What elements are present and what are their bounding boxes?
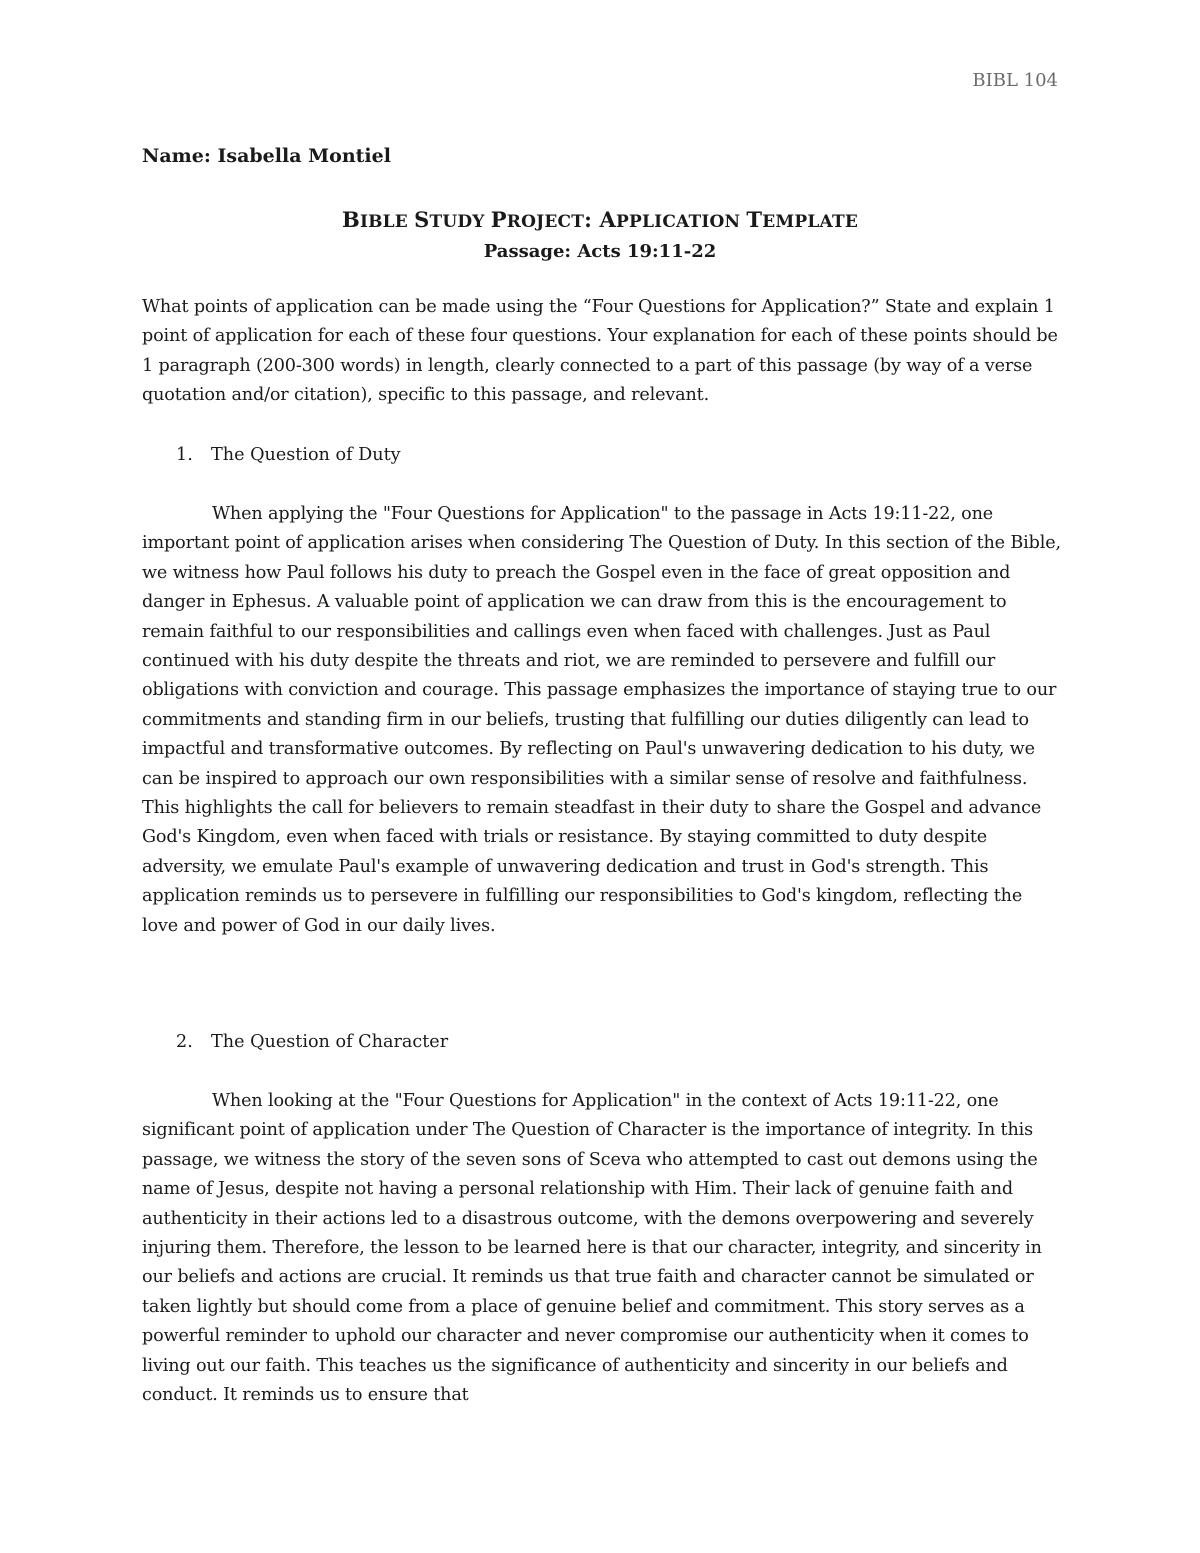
student-name-line: Name: Isabella Montiel — [142, 145, 391, 167]
title-block — [142, 205, 1058, 266]
document-title: BIBLE STUDY PROJECT: APPLICATION TEMPLATE — [341, 207, 858, 232]
question-heading-label: The Question of Duty — [211, 445, 401, 465]
course-code-header: BIBL 104 — [972, 70, 1058, 91]
answer-paragraph-character: When looking at the "Four Questions for Application" in the context of Acts 19:11-22, one significant point of application under The Question of Character is the importance of integrity. In this passage, we witness the story of the seven sons of Sceva who attempted to cast out demons using the name of Jesus, despite not having a personal relationship with Him. Their lack of genuine faith and authenticity in their actions led to a disastrous outcome, with the demons overpowering and severely injuring them. Therefore, the lesson to be learned here is that our character, integrity, and sincerity in our beliefs and actions are crucial. It reminds us that true faith and character cannot be simulated or taken lightly but should come from a place of genuine belief and commitment. This story serves as a powerful reminder to uphold our character and never compromise our authenticity when it comes to living out our faith. This teaches us the significance of authenticity and sincerity in our beliefs and conduct. It reminds us to ensure that — [142, 1091, 1042, 1406]
list-number: 2. — [176, 1032, 193, 1052]
answer-paragraph-duty: When applying the "Four Questions for Application" to the passage in Acts 19:11-22, one important point of application arises when considering The Question of Duty. In this section of the Bible, we witness how Paul follows his duty to preach the Gospel even in the face of great opposition and danger in Ephesus. A valuable point of application we can draw from this is the encouragement to remain faithful to our responsibilities and callings even when faced with challenges. Just as Paul continued with his duty despite the threats and riot, we are reminded to persevere and fulfill our obligations with conviction and courage. This passage emphasizes the importance of staying true to our commitments and standing firm in our beliefs, trusting that fulfilling our duties diligently can lead to impactful and transformative outcomes. By reflecting on Paul's unwavering dedication to his duty, we can be inspired to approach our own responsibilities with a similar sense of resolve and faithfulness. This highlights the call for believers to remain steadfast in their duty to share the Gospel and advance God's Kingdom, even when faced with trials or resistance. By staying committed to duty despite adversity, we emulate Paul's example of unwavering dedication and trust in God's strength. This application reminds us to persevere in fulfilling our responsibilities to God's kingdom, reflecting the love and power of God in our daily lives. — [142, 504, 1061, 936]
instructions-paragraph: What points of application can be made using the “Four Questions for Application?” State and explain 1 point of application for each of these four questions. Your explanation for each of these points should be 1 paragraph (200-300 words) in length, clearly connected to a part of this passage (by way of a verse quotation and/or citation), specific to this passage, and relevant. — [142, 297, 1058, 406]
question-heading-character — [176, 1028, 448, 1057]
list-number: 1. — [176, 445, 193, 465]
passage-reference: Passage: Acts 19:11-22 — [483, 241, 717, 262]
question-heading-label: The Question of Character — [211, 1032, 449, 1052]
question-heading-duty — [176, 441, 401, 470]
